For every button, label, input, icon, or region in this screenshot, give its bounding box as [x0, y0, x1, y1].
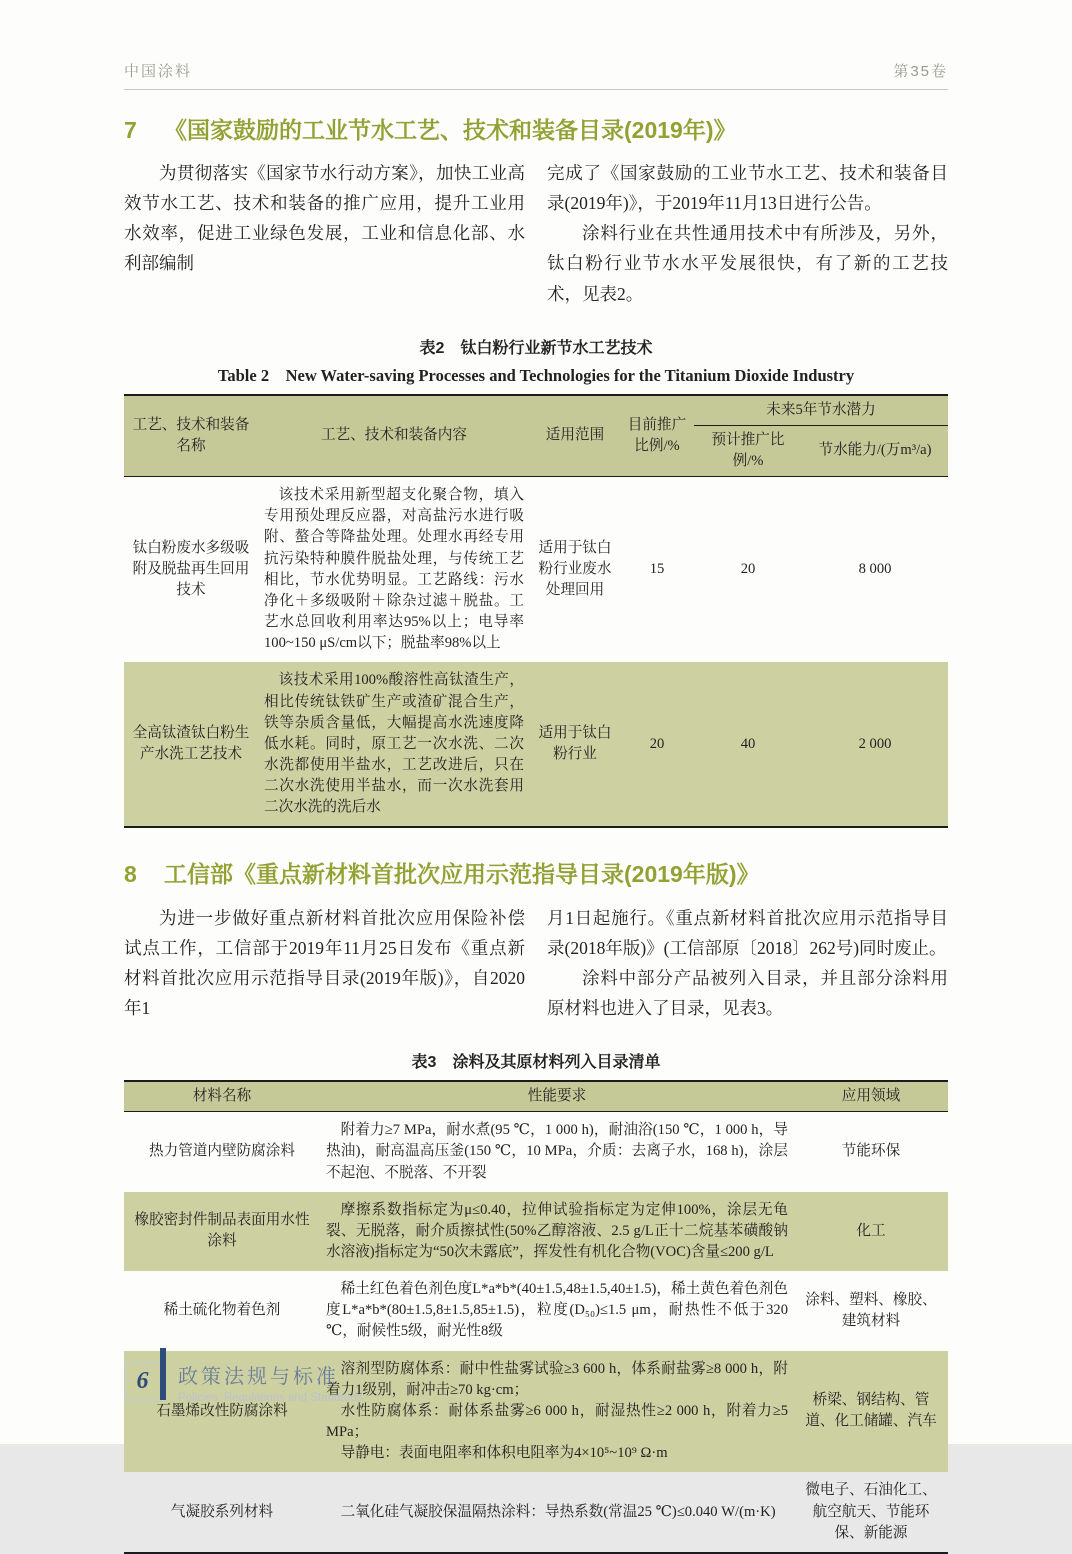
- table2-header-future-group: 未来5年节水潜力: [694, 395, 948, 426]
- paragraph: 涂料中部分产品被列入目录，并且部分涂料用原材料也进入了目录，见表3。: [547, 967, 948, 1018]
- footer-section-title-zh: 政策法规与标准: [178, 1366, 339, 1388]
- journal-name: 中国涂料: [124, 63, 193, 80]
- section7-number: 7: [124, 117, 137, 143]
- table2-row1-name: 全高钛渣钛白粉生产水洗工艺技术: [124, 662, 258, 827]
- table3-header-material: 材料名称: [124, 1081, 320, 1112]
- table-row: [124, 1472, 948, 1552]
- table3-header-field: 应用领域: [794, 1081, 948, 1112]
- table3-row1-perf: 摩擦系数指标定为μ≤0.40，拉伸试验指标定为定伸100%，涂层无龟裂、无脱落，耐介质擦拭性(50%乙醇溶液、2.5 g/L正十二烷基苯磺酸钠水溶液)指标定为“50次未露底”，挥发性有机化合物(VOC)含量≤200 g/L: [326, 1201, 788, 1260]
- page-number: 6: [124, 1362, 160, 1400]
- table3-row3-perf-line1: 溶剂型防腐体系：耐中性盐雾试验≥3 600 h，体系耐盐雾≥8 000 h，附着力1级别，耐冲击≥70 kg·cm；: [326, 1360, 788, 1398]
- table2-header-expected-ratio: 预计推广比例/%: [694, 425, 802, 476]
- table-row: [124, 1112, 948, 1192]
- table3-caption-zh: 表3 涂料及其原材料列入目录清单: [411, 1054, 661, 1072]
- footer-accent-bar: [160, 1348, 166, 1400]
- table-row: [124, 1271, 948, 1350]
- table2-row1-saving-capacity: 2 000: [802, 662, 948, 827]
- section8-number: 8: [124, 861, 137, 888]
- section8-right-column: [547, 903, 948, 1023]
- table2-row1-current-ratio: 20: [620, 662, 694, 827]
- volume-number: 第35卷: [893, 63, 948, 80]
- footer-section-title-en: Policies, Regulations and Standards: [178, 1392, 363, 1404]
- section7-title: 《国家鼓励的工业节水工艺、技术和装备目录(2019年)》: [164, 117, 737, 143]
- table3-row2-material: 稀土硫化物着色剂: [163, 1302, 281, 1319]
- section7-left-column: [124, 158, 525, 308]
- table2: [124, 394, 948, 829]
- paragraph: 为贯彻落实《国家节水行动方案》，加快工业高效节水工艺、技术和装备的推广应用，提升工业用水效率，促进工业绿色发展，工业和信息化部、水利部编制: [124, 163, 525, 274]
- table3-row0-material: 热力管道内壁防腐涂料: [149, 1143, 295, 1160]
- table-row: [124, 662, 948, 827]
- table2-header-saving-capacity: 节水能力/(万m³/a): [802, 425, 948, 476]
- section8-body: [124, 903, 948, 1023]
- table-row: [124, 477, 948, 663]
- table3-row3-field: 桥梁、钢结构、管道、化工储罐、汽车: [794, 1351, 948, 1473]
- table3-row0-field: 节能环保: [841, 1143, 901, 1160]
- table3-row4-material: 气凝胶系列材料: [170, 1503, 274, 1520]
- page-footer: [124, 1348, 363, 1404]
- table2-header-content: 工艺、技术和装备内容: [258, 395, 530, 477]
- table2-caption-zh: 表2 钛白粉行业新节水工艺技术: [419, 339, 653, 357]
- table3-caption: [124, 1049, 948, 1072]
- table2-header-name: 工艺、技术和装备名称: [124, 395, 258, 477]
- table2-row0-scope: 适用于钛白粉行业废水处理回用: [538, 540, 612, 599]
- table3-row3-perf-line2: 水性防腐体系：耐体系盐雾≥6 000 h，耐湿热性≥2 000 h，附着力≥5 MPa；: [326, 1402, 788, 1441]
- table3-row4-perf: 二氧化硅气凝胶保温隔热涂料：导热系数(常温25 ℃)≤0.040 W/(m·K): [340, 1503, 776, 1520]
- table2-row1-content: 该技术采用100%酸溶性高钛渣生产，相比传统钛铁矿生产或渣矿混合生产，铁等杂质含量低，大幅提高水洗速度降低水耗。同时，原工艺一次水洗、二次水洗都使用半盐水，工艺改进后，只在二次水洗使用半盐水，而一次水洗套用二次水洗的洗后水: [264, 672, 524, 816]
- table3-row2-perf: 稀土红色着色剂色度L*a*b*(40±1.5,48±1.5,40±1.5)，稀土黄色着色剂色度L*a*b*(80±1.5,8±1.5,85±1.5)，粒度(D₅₀)≤1.5 μm，耐热性不低于320 ℃，耐候性5级，耐光性8级: [326, 1281, 788, 1340]
- section7-heading: [124, 114, 948, 146]
- paragraph: 月1日起施行。《重点新材料首批次应用示范指导目录(2018年版)》(工信部原〔2018〕262号)同时废止。: [547, 907, 948, 958]
- paragraph: 完成了《国家鼓励的工业节水工艺、技术和装备目录(2019年)》，于2019年11月13日进行公告。: [547, 163, 948, 214]
- running-head: [124, 60, 948, 90]
- table3-row3-perf-line3: 导静电：表面电阻率和体积电阻率为4×10⁵~10⁹ Ω·m: [340, 1445, 668, 1462]
- section7-body: [124, 158, 948, 308]
- section8-left-column: [124, 903, 525, 1023]
- section8-title: 工信部《重点新材料首批次应用示范指导目录(2019年版)》: [164, 861, 760, 888]
- table2-header-current-ratio: 目前推广比例/%: [620, 395, 694, 477]
- table2-row1-expected-ratio: 40: [694, 662, 802, 827]
- table2-header-scope: 适用范围: [530, 395, 620, 477]
- table2-row0-expected-ratio: 20: [740, 561, 756, 578]
- paragraph: 为进一步做好重点新材料首批次应用保险补偿试点工作，工信部于2019年11月25日发布《重点新材料首批次应用示范指导目录(2019年版)》，自2020年1: [124, 907, 525, 1018]
- table3-row1-field: 化工: [794, 1192, 948, 1271]
- table2-row1-scope: 适用于钛白粉行业: [530, 662, 620, 827]
- table2-row0-content: 该技术采用新型超支化聚合物，填入专用预处理反应器，对高盐污水进行吸附、螯合等降盐处理。处理水再经专用抗污染特种膜件脱盐处理，与传统工艺相比，节水优势明显。工艺路线：污水净化＋多级吸附＋除杂过滤＋脱盐。工艺水总回收利用率达95%以上；电导率100~150 μS/cm以下；脱盐率98%以上: [264, 487, 524, 652]
- table2-caption-en: Table 2 New Water-saving Processes and Technologies for the Titanium Dioxide Industry: [217, 365, 855, 385]
- table3-row1-material: 橡胶密封件制品表面用水性涂料: [124, 1192, 320, 1271]
- table3-row4-field: 微电子、石油化工、航空航天、节能环保、新能源: [805, 1482, 937, 1541]
- table2-row0-saving-capacity: 8 000: [858, 561, 892, 578]
- table3-header-performance: 性能要求: [320, 1081, 794, 1112]
- table3-row0-perf: 附着力≥7 MPa，耐水煮(95 ℃，1 000 h)，耐油浴(150 ℃，1 000 h，导热油)，耐高温高压釜(150 ℃，10 MPa，介质：去离子水，168 h)，涂层不起泡、不脱落、不开裂: [326, 1122, 788, 1181]
- section8-heading: [124, 858, 948, 890]
- table2-row0-current-ratio: 15: [649, 561, 665, 578]
- table3-row3-material: 石墨烯改性防腐涂料: [124, 1351, 320, 1473]
- paragraph: 涂料行业在共性通用技术中有所涉及，另外，钛白粉行业节水水平发展很快，有了新的工艺技术，见表2。: [547, 223, 948, 304]
- section7-right-column: [547, 158, 948, 308]
- table-row: [124, 1192, 948, 1271]
- table2-row0-name: 钛白粉废水多级吸附及脱盐再生回用技术: [132, 540, 250, 599]
- table3-row2-field: 涂料、塑料、橡胶、建筑材料: [805, 1291, 937, 1329]
- table3: [124, 1080, 948, 1554]
- table2-caption: [124, 335, 948, 386]
- footer-titles: [178, 1360, 363, 1404]
